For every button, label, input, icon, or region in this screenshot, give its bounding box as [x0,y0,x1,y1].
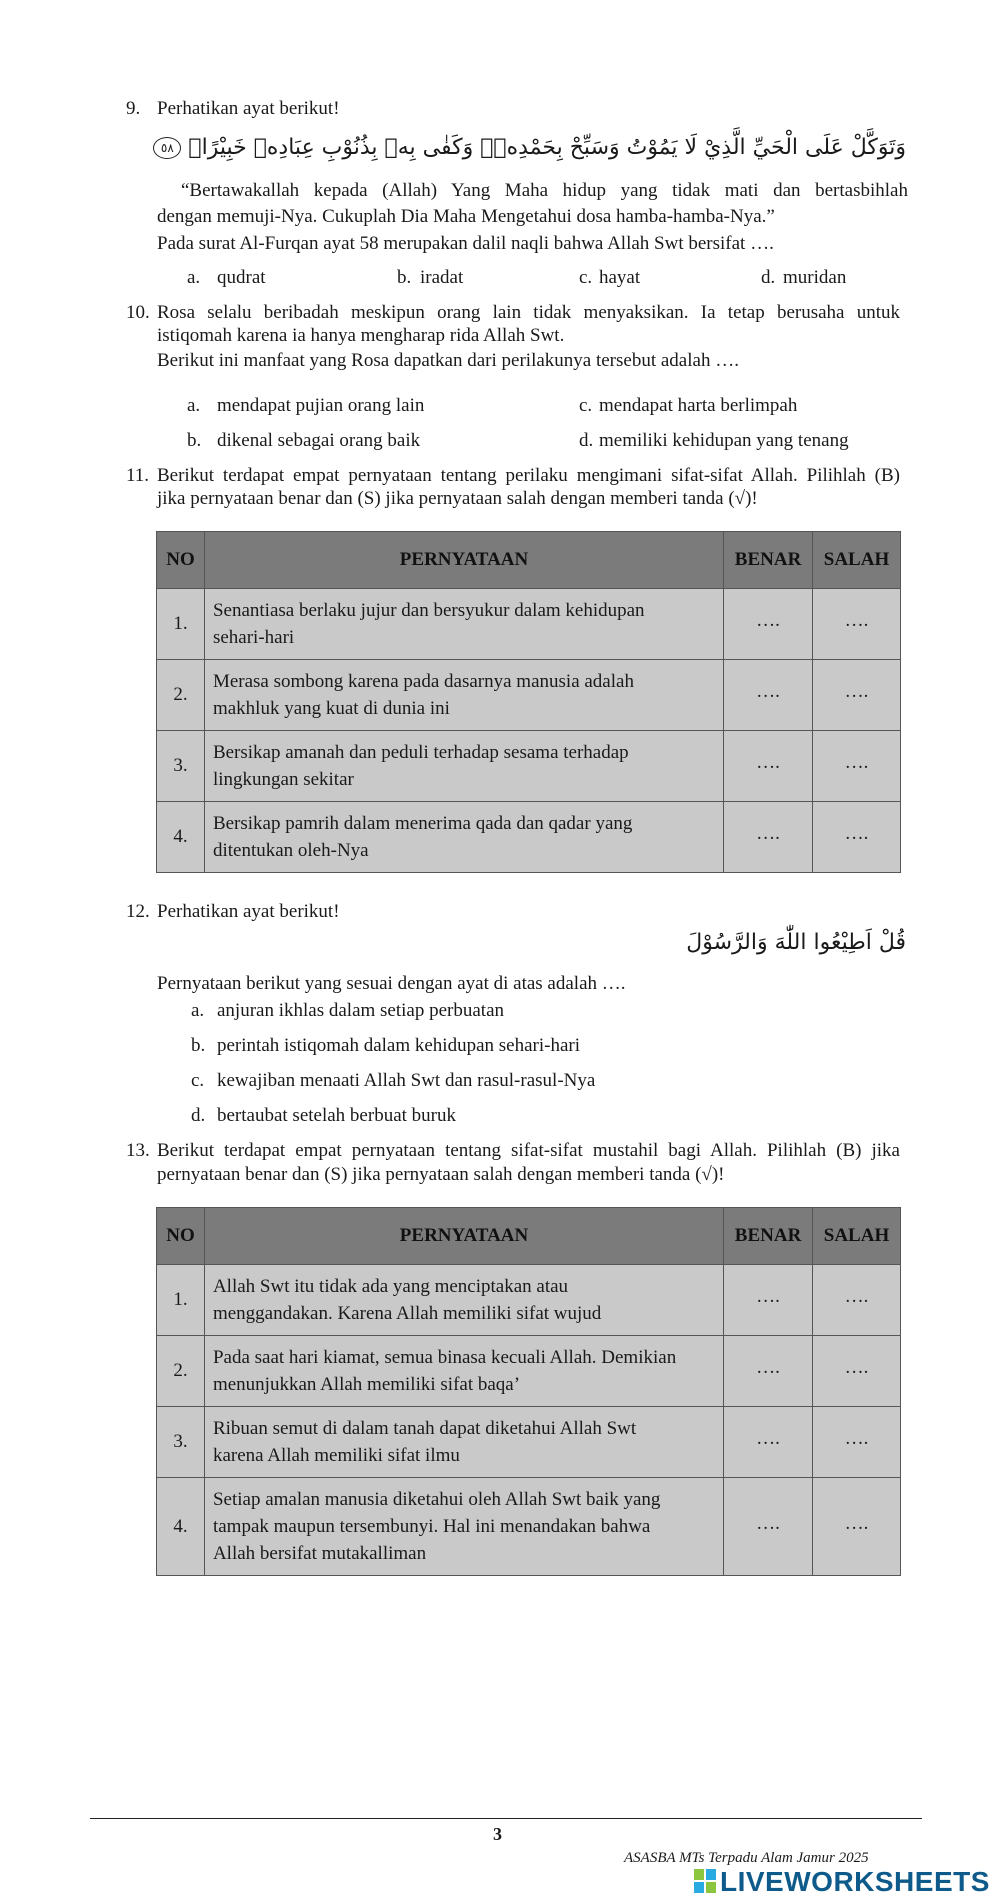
answer-true-cell[interactable] [724,1407,813,1478]
liveworksheets-brand[interactable]: LIVEWORKSHEETS [720,1866,990,1897]
liveworksheets-logo-icon [694,1869,716,1893]
row-statement [204,731,723,802]
answer-blank: …. [844,1428,869,1449]
q10-line3: Berikut ini manfaat yang Rosa dapatkan dari perilakunya tersebut adalah …. [157,350,739,371]
answer-blank: …. [844,1286,869,1307]
q9-arabic-verse [151,133,906,163]
statement-line: Bersikap pamrih dalam menerima qada dan qadar yang [212,813,633,834]
answer-blank: …. [756,681,780,702]
answer-blank: …. [756,823,780,844]
answer-blank: …. [844,1357,869,1378]
q12-question: Pernyataan berikut yang sesuai dengan ayat di atas adalah …. [157,973,626,994]
statement-line: Allah bersifat mutakalliman [212,1543,427,1564]
answer-blank: …. [844,681,869,702]
row-number: 1. [157,1265,205,1336]
row-number: 2. [157,1336,205,1407]
q12-option-b[interactable]: perintah istiqomah dalam kehidupan sehari-hari [217,1035,580,1056]
q9-option-a-letter: a. [187,267,201,288]
q13-number: 13. [126,1140,150,1161]
row-statement [204,1478,723,1576]
q10-line2: istiqomah karena ia hanya mengharap rida Allah Swt. [157,325,565,346]
header-statement: PERNYATAAN [204,1208,723,1265]
q10-option-b[interactable]: dikenal sebagai orang baik [217,430,421,451]
answer-false-cell[interactable] [813,1407,901,1478]
answer-false-cell[interactable] [813,731,901,802]
q13-line2: pernyataan benar dan (S) jika pernyataan salah dengan memberi tanda (√)! [157,1164,725,1185]
row-statement [204,1407,723,1478]
answer-blank: …. [844,823,869,844]
header-statement: PERNYATAAN [204,532,723,589]
q12-prompt: Perhatikan ayat berikut! [157,901,340,922]
q12-option-c-letter: c. [191,1070,205,1091]
answer-true-cell[interactable] [724,1478,813,1576]
header-no: NO [157,532,205,589]
row-statement [204,1265,723,1336]
table-row [157,1407,901,1478]
q9-number: 9. [126,98,141,119]
statement-line: makhluk yang kuat di dunia ini [212,698,450,719]
q13-table [156,1207,901,1576]
q10-number: 10. [126,302,150,323]
page-number: 3 [493,1824,502,1844]
answer-false-cell[interactable] [813,1478,901,1576]
q11-table [156,531,901,873]
q11-line2: jika pernyataan benar dan (S) jika pernyataan salah dengan memberi tanda (√)! [157,488,758,509]
q9-translation-line1: “Bertawakallah kepada (Allah) Yang Maha hidup yang tidak mati dan bertasbihlah [181,180,908,201]
statement-line: lingkungan sekitar [212,769,354,790]
row-statement [204,802,723,873]
statement-line: Bersikap amanah dan peduli terhadap sesama terhadap [212,742,629,763]
q11-number: 11. [126,465,150,486]
q9-option-c-letter: c. [579,267,593,288]
q12-option-a-letter: a. [191,1000,205,1021]
table-header-row [157,532,901,589]
q9-translation-line2: dengan memuji-Nya. Cukuplah Dia Maha Mengetahui dosa hamba-hamba-Nya.” [157,206,775,227]
answer-blank: …. [756,752,780,773]
q13-line1: Berikut terdapat empat pernyataan tentang sifat-sifat mustahil bagi Allah. Pilihlah (B) jika [157,1140,900,1161]
row-number: 3. [157,1407,205,1478]
statement-line: Ribuan semut di dalam tanah dapat diketahui Allah Swt [212,1418,637,1439]
answer-blank: …. [844,610,869,631]
answer-blank: …. [756,1286,780,1307]
q9-option-d-letter: d. [761,267,776,288]
statement-line: tampak maupun tersembunyi. Hal ini menandakan bahwa [212,1516,651,1537]
table-row [157,660,901,731]
statement-line: ditentukan oleh-Nya [212,840,369,861]
answer-blank: …. [844,1512,869,1534]
q12-number: 12. [126,901,150,922]
statement-line: Senantiasa berlaku jujur dan bersyukur dalam kehidupan [212,600,645,621]
answer-blank: …. [756,1512,780,1534]
table-row [157,731,901,802]
row-number: 3. [157,731,205,802]
footer-rule [90,1818,922,1819]
ayah-number-icon: ٥٨ [153,137,181,159]
q9-option-c[interactable]: hayat [599,267,641,288]
table-header-row [157,1208,901,1265]
answer-true-cell[interactable] [724,660,813,731]
statement-line: Merasa sombong karena pada dasarnya manusia adalah [212,671,634,692]
statement-line: menggandakan. Karena Allah memiliki sifat wujud [212,1303,602,1324]
q10-option-c[interactable]: mendapat harta berlimpah [599,395,798,416]
answer-blank: …. [756,610,780,631]
answer-false-cell[interactable] [813,589,901,660]
row-number: 4. [157,802,205,873]
row-statement [204,589,723,660]
header-false: SALAH [813,532,901,589]
q11-line1: Berikut terdapat empat pernyataan tentang perilaku mengimani sifat-sifat Allah. Pilihlah (B) [157,465,900,486]
q10-line1: Rosa selalu beribadah meskipun orang lain tidak menyaksikan. Ia tetap berusaha untuk [157,302,900,323]
answer-blank: …. [756,1357,780,1378]
row-number: 4. [157,1478,205,1576]
table-row [157,1478,901,1576]
answer-false-cell[interactable] [813,1265,901,1336]
header-false: SALAH [813,1208,901,1265]
q12-option-b-letter: b. [191,1035,206,1056]
row-statement [204,1336,723,1407]
statement-line: menunjukkan Allah memiliki sifat baqa’ [212,1374,521,1395]
table-row [157,802,901,873]
answer-true-cell[interactable] [724,1265,813,1336]
answer-true-cell[interactable] [724,589,813,660]
q12-option-a[interactable]: anjuran ikhlas dalam setiap perbuatan [217,1000,505,1021]
table-row [157,589,901,660]
q12-option-d[interactable]: bertaubat setelah berbuat buruk [217,1105,456,1126]
row-statement [204,660,723,731]
answer-false-cell[interactable] [813,1336,901,1407]
q9-option-a[interactable]: qudrat [217,267,266,288]
row-number: 2. [157,660,205,731]
q10-option-d-letter: d. [579,430,594,451]
statement-line: sehari-hari [212,627,295,648]
header-true: BENAR [724,1208,813,1265]
answer-true-cell[interactable] [724,731,813,802]
answer-true-cell[interactable] [724,802,813,873]
table-row [157,1336,901,1407]
statement-line: Pada saat hari kiamat, semua binasa kecuali Allah. Demikian [212,1347,677,1368]
answer-true-cell[interactable] [724,1336,813,1407]
q12-arabic-verse: قُلْ اَطِيْعُوا اللّٰهَ وَالرَّسُوْلَ [686,930,906,955]
answer-false-cell[interactable] [813,660,901,731]
statement-line: Allah Swt itu tidak ada yang menciptakan atau [212,1276,569,1297]
q10-option-a-letter: a. [187,395,201,416]
q10-option-b-letter: b. [187,430,202,451]
q9-arabic-text: وَتَوَكَّلْ عَلَى الْحَيِّ الَّذِيْ لَا يَمُوْتُ وَسَبِّحْ بِحَمْدِهٖۗ وَكَفٰى بِهٖ بِذُنُوْبِ عِبَادِهٖ خَبِيْرًاۚ [188,135,906,160]
header-no: NO [157,1208,205,1265]
statement-line: Setiap amalan manusia diketahui oleh Allah Swt baik yang [212,1489,661,1510]
q9-option-d[interactable]: muridan [783,267,847,288]
q10-option-c-letter: c. [579,395,593,416]
q10-option-a[interactable]: mendapat pujian orang lain [217,395,425,416]
statement-line: karena Allah memiliki sifat ilmu [212,1445,460,1466]
q12-option-c[interactable]: kewajiban menaati Allah Swt dan rasul-rasul-Nya [217,1070,596,1091]
q10-option-d[interactable]: memiliki kehidupan yang tenang [599,430,849,451]
school-footer: ASASBA MTs Terpadu Alam Jamur 2025 [624,1850,869,1866]
q9-option-b[interactable]: iradat [420,267,464,288]
q9-option-b-letter: b. [397,267,412,288]
answer-false-cell[interactable] [813,802,901,873]
table-row [157,1265,901,1336]
q9-question: Pada surat Al-Furqan ayat 58 merupakan dalil naqli bahwa Allah Swt bersifat …. [157,233,774,254]
answer-blank: …. [844,752,869,773]
row-number: 1. [157,589,205,660]
answer-blank: …. [756,1428,780,1449]
q9-prompt: Perhatikan ayat berikut! [157,98,340,119]
header-true: BENAR [724,532,813,589]
q12-option-d-letter: d. [191,1105,206,1126]
